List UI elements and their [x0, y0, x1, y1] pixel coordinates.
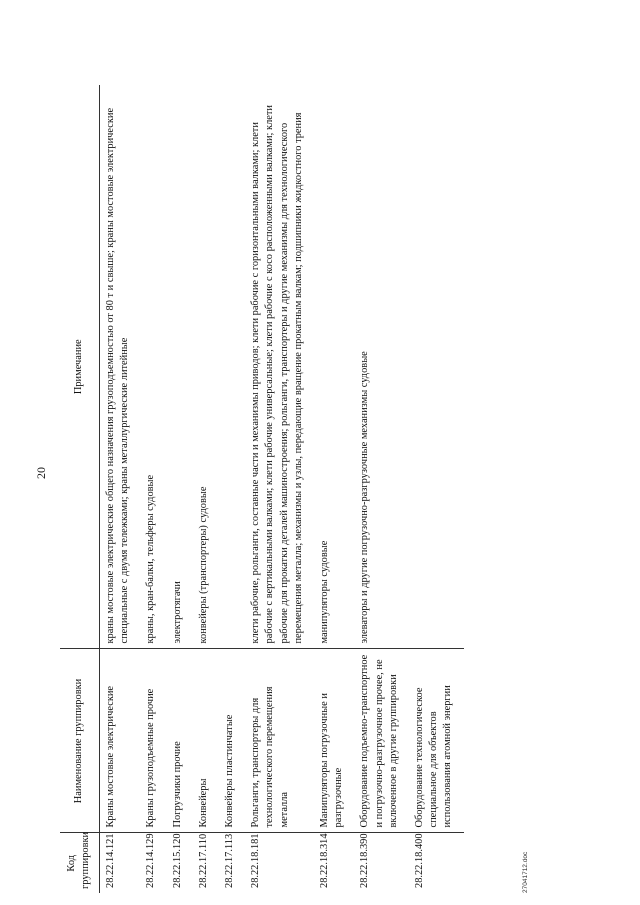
- footer-filename: 27041712.doc: [522, 851, 529, 893]
- row-code: 28.22.14.121: [105, 833, 116, 888]
- row-code: 28.22.18.390: [359, 833, 371, 888]
- row-note: конвейеры (транспортеры) судовые: [193, 85, 219, 649]
- row-note: манипуляторы судовые: [314, 85, 354, 649]
- row-note: клети рабочие, рольганги, составные части и механизмы приводов; клети рабочие с горизонтальными валками; клети рабочие с вертикальными валками; клети рабочие универсальные; клети рабочие с косо расположенными валками; клети рабочие для прокатки деталей машиностроения; рольганги, транспортеры и другие механизмы для технологического перемещения металла; механизмы и узлы, передающие вращение прокатным валкам; подшипники жидкостного трения: [245, 85, 314, 649]
- header-code: Код группировки: [60, 833, 100, 893]
- rotated-content: [28, 53, 532, 893]
- row-code: 28.22.15.120: [171, 833, 183, 888]
- table-row: [193, 85, 219, 893]
- table-row: [219, 85, 245, 893]
- row-name: Погрузчики прочие: [167, 649, 193, 833]
- row-code: 28.22.14.129: [145, 833, 157, 888]
- row-note: электротягачи: [167, 85, 193, 649]
- row-note: краны мостовые электрические общего назначения грузоподъемностью от 80 т и свыше; краны мостовые электрические специальные с двумя тележками; краны металлургические литейные: [100, 85, 141, 649]
- row-name: Конвейеры пластинчатые: [219, 649, 245, 833]
- table-body: [100, 85, 464, 893]
- row-name: Конвейеры: [193, 649, 219, 833]
- row-note: краны, кран-балки, тельферы судовые: [140, 85, 166, 649]
- row-name: Краны грузоподъемные прочие: [140, 649, 166, 833]
- table-row: [100, 85, 141, 893]
- table-row: [140, 85, 166, 893]
- row-code: 28.22.18.400: [414, 833, 426, 888]
- header-name: Наименование группировки: [60, 649, 100, 833]
- row-note: элеваторы и другие погрузочно-разгрузочные механизмы судовые: [354, 85, 409, 649]
- row-name: Оборудование технологическое специальное для объектов использования атомной энергии: [409, 649, 464, 833]
- row-code: 28.22.18.181: [250, 833, 262, 888]
- row-name: Манипуляторы погрузочные и разгрузочные: [314, 649, 354, 833]
- table-row: [354, 85, 409, 893]
- row-name: Оборудование подъемно-транспортное и погрузочно-разгрузочное прочее, не включенное в другие группировки: [354, 649, 409, 833]
- page-number: 20: [34, 467, 48, 479]
- row-name: Краны мостовые электрические: [100, 649, 141, 833]
- row-code: 28.22.17.110: [197, 833, 209, 888]
- table-row: [167, 85, 193, 893]
- row-name: Рольганги, транспортеры для технологического перемещения металла: [245, 649, 314, 833]
- table-row: [245, 85, 314, 893]
- table-header-row: [60, 85, 100, 893]
- table-row: [409, 85, 464, 893]
- header-note: Примечание: [60, 85, 100, 649]
- classification-table: [60, 85, 464, 893]
- table-row: [314, 85, 354, 893]
- row-code: 28.22.18.314: [319, 833, 331, 888]
- row-note: [409, 85, 464, 649]
- row-note: [219, 85, 245, 649]
- row-code: 28.22.17.113: [224, 833, 236, 888]
